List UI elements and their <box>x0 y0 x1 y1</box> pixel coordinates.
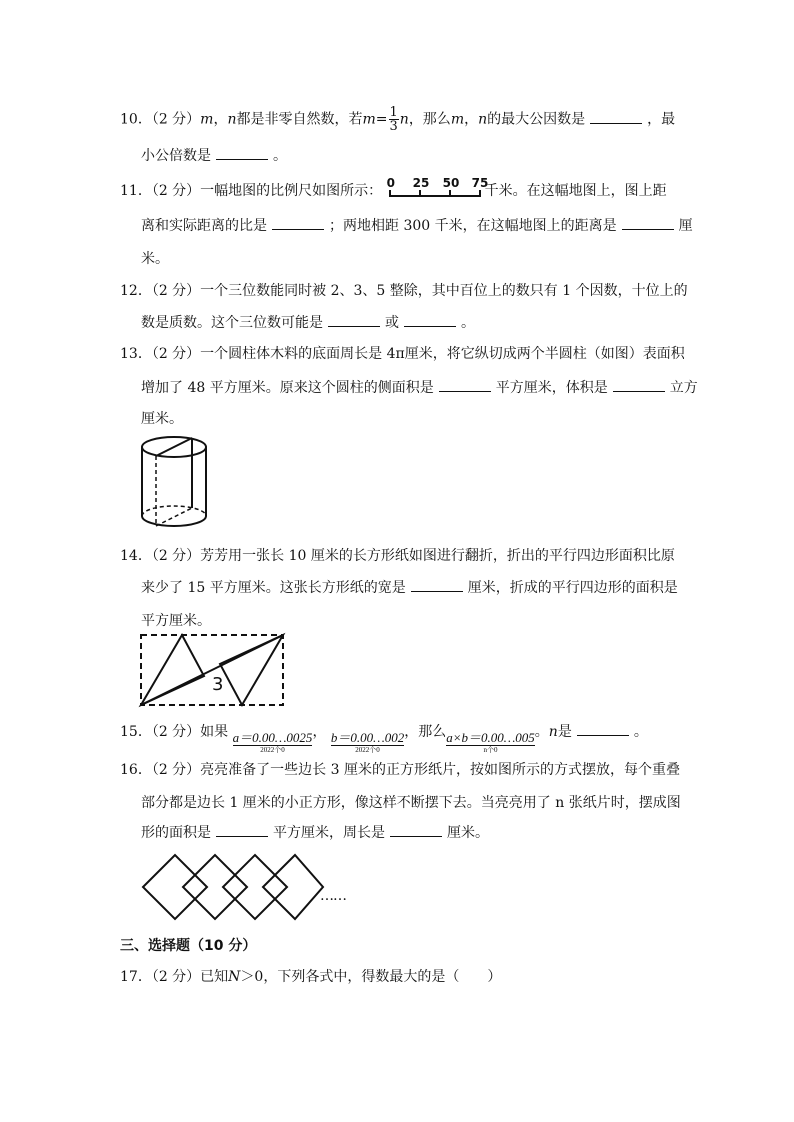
q16-line3: 形的面积是 平方厘米，周长是 厘米。 <box>141 825 489 841</box>
q15-line: 15．（2 分）如果 a＝0.00…0025 2022个0 ， b＝0.00…002 2022个0 ，那么 a×b＝0.00…005 n个0 。n是 。 <box>120 724 648 754</box>
q14-line1: 14．（2 分）芳芳用一张长 10 厘米的长方形纸如图进行翻折，折出的平行四边形面积比原 <box>120 548 675 564</box>
answer-blank <box>404 313 456 327</box>
overlapping-squares-figure <box>140 852 360 922</box>
answer-blank <box>328 313 380 327</box>
folded-rectangle-graphic <box>138 632 288 708</box>
scale-tick-label: 25 <box>412 176 430 190</box>
expr-b: b＝0.00…002 2022个0 <box>330 730 405 754</box>
overlapping-squares-graphic <box>140 852 326 922</box>
answer-blank <box>577 722 629 736</box>
answer-blank <box>622 216 674 230</box>
q11-line3: 米。 <box>141 251 169 267</box>
map-scale-bar <box>386 176 489 201</box>
q16-line2: 部分都是边长 1 厘米的小正方形，像这样不断摆下去。当亮亮用了 n 张纸片时，摆成图 <box>141 795 681 811</box>
q13-line3: 厘米。 <box>141 411 183 427</box>
cylinder-figure <box>138 434 214 532</box>
scale-tick-label: 50 <box>442 176 460 190</box>
figure-label-3: 3 <box>212 674 224 695</box>
section-heading: 三、选择题（10 分） <box>120 938 257 954</box>
scale-tick-label: 0 <box>386 176 395 190</box>
q11-line1: 11．（2 分）一幅地图的比例尺如图所示： 0 25 50 75 千米。在这幅地图上，图上距 <box>120 181 667 201</box>
expr-ab: a×b＝0.00…005 n个0 <box>446 730 535 754</box>
answer-blank <box>613 378 665 392</box>
q14-line3: 平方厘米。 <box>141 613 211 629</box>
q13-line2: 增加了 48 平方厘米。原来这个圆柱的侧面积是 平方厘米，体积是 立方 <box>141 380 698 396</box>
scale-bar-graphic <box>387 179 485 201</box>
q14-line2: 来少了 15 平方厘米。这张长方形纸的宽是 厘米，折成的平行四边形的面积是 <box>141 580 678 596</box>
answer-blank <box>411 578 463 592</box>
folded-rectangle-figure <box>138 632 288 708</box>
q10-line2: 小公倍数是 。 <box>141 148 287 164</box>
fraction-one-third: $\frac{1}{3}$ <box>389 105 398 134</box>
scale-tick-label: 75 <box>471 176 489 190</box>
answer-blank <box>216 146 268 160</box>
ellipsis-dots: …… <box>320 888 346 904</box>
q12-line2: 数是质数。这个三位数可能是 或 。 <box>141 315 475 331</box>
answer-blank <box>216 823 268 837</box>
q17-line: 17．（2 分）已知N＞0，下列各式中，得数最大的是（ ） <box>120 969 502 985</box>
q16-line1: 16．（2 分）亮亮准备了一些边长 3 厘米的正方形纸片，按如图所示的方式摆放，每个重叠 <box>120 762 680 778</box>
answer-blank <box>590 110 642 124</box>
answer-blank <box>390 823 442 837</box>
q10-line1: 10．（2 分）m，n都是非零自然数，若m= $\frac{1}{3}$ n，那么m，n的最大公因数是 ，最 <box>120 105 676 134</box>
q12-line1: 12．（2 分）一个三位数能同时被 2、3、5 整除，其中百位上的数只有 1 个因数，十位上的 <box>120 283 688 299</box>
expr-a: a＝0.00…0025 2022个0 <box>232 730 313 754</box>
q13-line1: 13．（2 分）一个圆柱体木料的底面周长是 4π厘米，将它纵切成两个半圆柱（如图）表面积 <box>120 346 685 362</box>
answer-blank <box>439 378 491 392</box>
answer-blank <box>272 216 324 230</box>
q11-line2: 离和实际距离的比是 ；两地相距 300 千米，在这幅地图上的距离是 厘 <box>141 218 693 234</box>
